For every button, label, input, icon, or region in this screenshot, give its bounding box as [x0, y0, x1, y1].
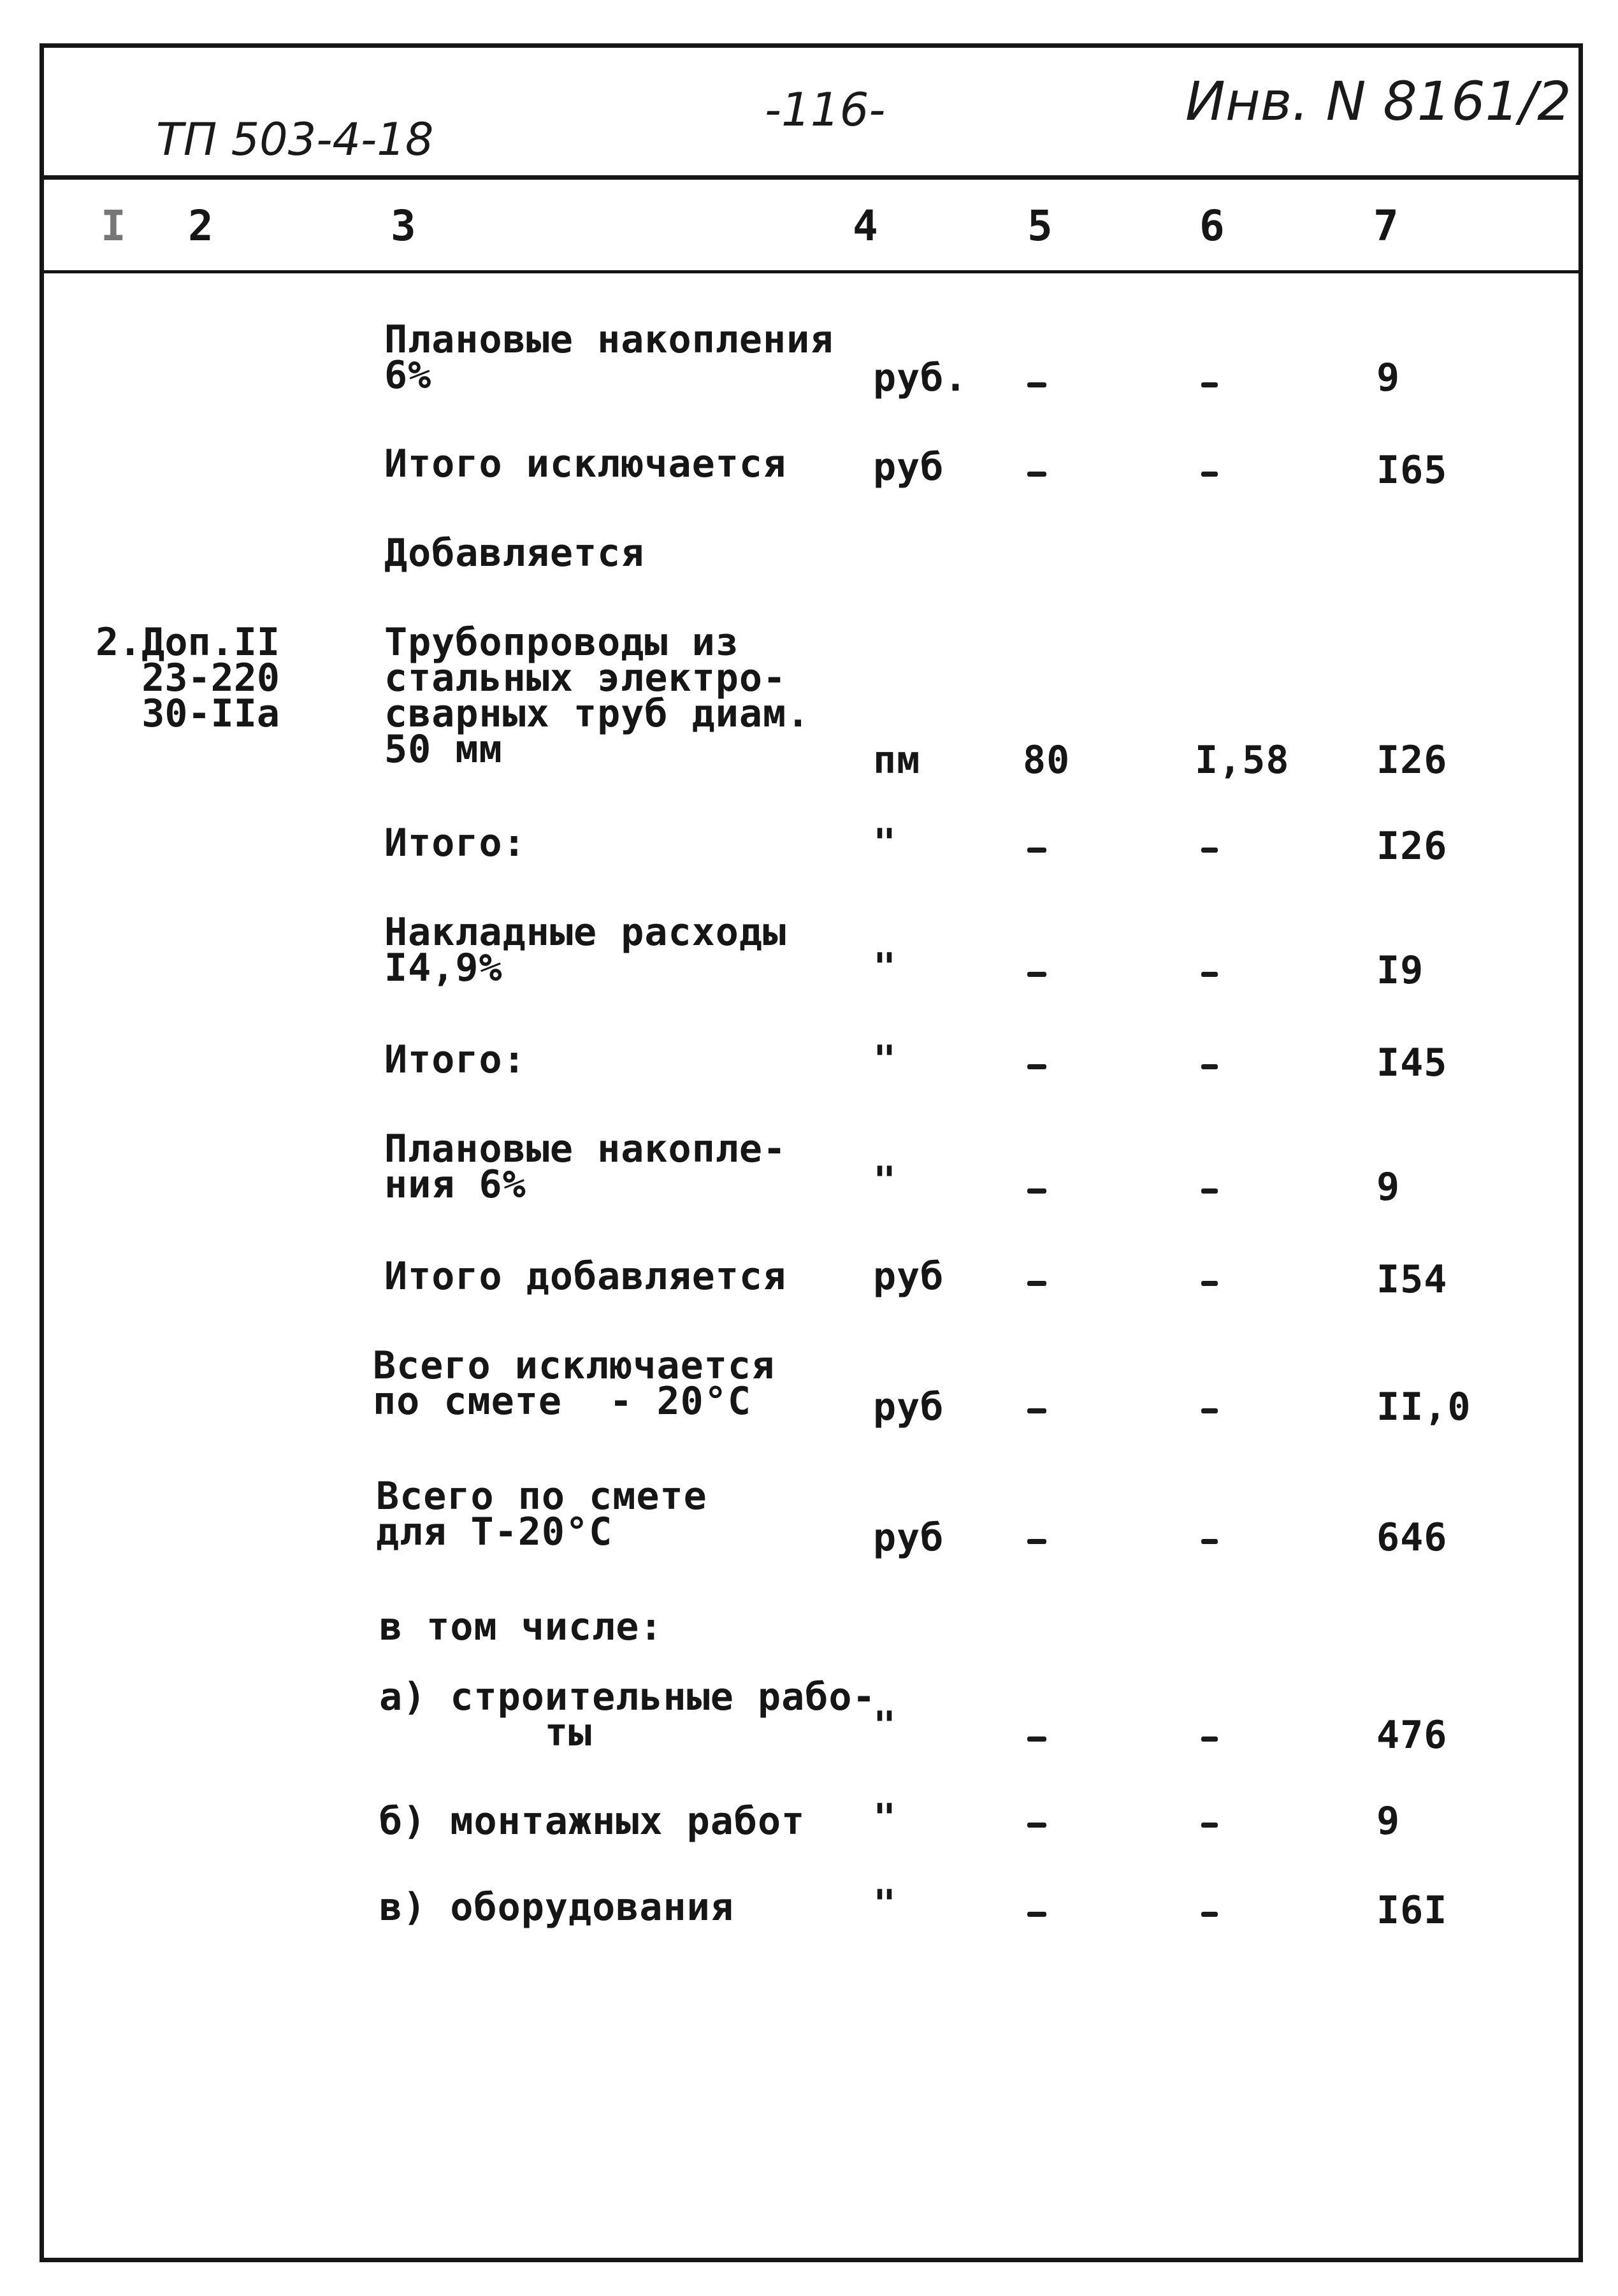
- row-7-qty-dash: [1027, 1188, 1046, 1194]
- column-number-3: 3: [391, 201, 416, 250]
- row-8-price-dash: [1201, 1281, 1218, 1286]
- column-number-6: 6: [1199, 201, 1225, 250]
- row-5-unit: ": [873, 945, 897, 990]
- row-13-unit: ": [873, 1796, 897, 1840]
- row-0-total: 9: [1376, 356, 1401, 400]
- row-3-price: I,58: [1195, 738, 1290, 783]
- row-8-desc: Итого добавляется: [384, 1254, 787, 1299]
- row-10-unit: руб: [873, 1515, 944, 1560]
- row-5-price-dash: [1201, 972, 1218, 977]
- row-4-unit: ": [873, 821, 897, 865]
- row-5-total: I9: [1376, 948, 1424, 993]
- row-13-qty-dash: [1027, 1823, 1046, 1828]
- column-number-2: 2: [188, 201, 213, 250]
- row-13-total: 9: [1376, 1799, 1401, 1844]
- row-3-qty: 80: [1023, 738, 1071, 783]
- row-2-desc: Добавляется: [384, 531, 645, 575]
- column-number-5: 5: [1027, 201, 1053, 250]
- row-7-desc: Плановые накопле- ния 6%: [384, 1127, 787, 1207]
- row-3-desc: Трубопроводы из стальных электро- сварных труб диам. 50 мм: [384, 620, 811, 772]
- row-6-qty-dash: [1027, 1064, 1046, 1069]
- row-0-qty-dash: [1027, 382, 1046, 387]
- row-11-desc: в том числе:: [379, 1605, 663, 1649]
- row-3-unit: пм: [873, 738, 921, 783]
- row-4-price-dash: [1201, 848, 1218, 853]
- row-12-total: 476: [1376, 1713, 1448, 1758]
- column-number-4: 4: [853, 201, 878, 250]
- row-14-total: I6I: [1376, 1888, 1448, 1933]
- header-divider: [40, 175, 1583, 180]
- column-header-divider: [40, 270, 1583, 273]
- row-3-total: I26: [1376, 738, 1448, 783]
- row-9-qty-dash: [1027, 1408, 1046, 1413]
- page-number: -116-: [765, 83, 886, 136]
- row-12-desc: а) строительные рабо- ты: [379, 1675, 876, 1755]
- row-10-desc: Всего по смете для Т-20°С: [376, 1474, 707, 1554]
- row-6-unit: ": [873, 1037, 897, 1082]
- row-10-price-dash: [1201, 1539, 1218, 1544]
- row-6-desc: Итого:: [384, 1037, 526, 1082]
- row-1-qty-dash: [1027, 472, 1046, 477]
- column-number-7: 7: [1373, 201, 1399, 250]
- row-0-desc: Плановые накопления 6%: [384, 317, 834, 398]
- row-4-desc: Итого:: [384, 821, 526, 865]
- row-8-qty-dash: [1027, 1281, 1046, 1286]
- row-4-qty-dash: [1027, 848, 1046, 853]
- row-7-price-dash: [1201, 1188, 1218, 1194]
- row-4-total: I26: [1376, 824, 1448, 869]
- row-7-total: 9: [1376, 1165, 1401, 1209]
- row-5-qty-dash: [1027, 972, 1046, 977]
- row-6-price-dash: [1201, 1064, 1218, 1069]
- row-1-unit: руб: [873, 445, 944, 489]
- doc-code: ТП 503-4-18: [156, 113, 434, 166]
- row-1-total: I65: [1376, 448, 1448, 493]
- inventory-number: Инв. N 8161/2: [1185, 70, 1571, 133]
- row-0-unit: руб.: [873, 356, 968, 400]
- row-1-price-dash: [1201, 472, 1218, 477]
- row-9-unit: руб: [873, 1385, 944, 1429]
- row-12-price-dash: [1201, 1736, 1218, 1742]
- row-10-qty-dash: [1027, 1539, 1046, 1544]
- row-10-total: 646: [1376, 1515, 1448, 1560]
- row-3-ref: 2.Доп.II 23-220 30-IIа: [96, 620, 280, 736]
- row-9-total: II,0: [1376, 1385, 1471, 1429]
- row-14-qty-dash: [1027, 1912, 1046, 1917]
- row-8-total: I54: [1376, 1257, 1448, 1302]
- column-number-1: I: [101, 201, 126, 250]
- row-0-price-dash: [1201, 382, 1218, 387]
- row-14-price-dash: [1201, 1912, 1218, 1917]
- row-12-qty-dash: [1027, 1736, 1046, 1742]
- row-9-price-dash: [1201, 1408, 1218, 1413]
- row-7-unit: ": [873, 1159, 897, 1203]
- row-5-desc: Накладные расходы I4,9%: [384, 910, 787, 990]
- row-9-desc: Всего исключается по смете - 20°С: [373, 1343, 776, 1424]
- row-13-price-dash: [1201, 1823, 1218, 1828]
- row-14-unit: ": [873, 1882, 897, 1926]
- row-14-desc: в) оборудования: [379, 1885, 734, 1930]
- row-12-unit: ": [873, 1703, 897, 1748]
- row-6-total: I45: [1376, 1041, 1448, 1085]
- row-13-desc: б) монтажных работ: [379, 1799, 805, 1844]
- row-1-desc: Итого исключается: [384, 442, 787, 486]
- row-8-unit: руб: [873, 1254, 944, 1299]
